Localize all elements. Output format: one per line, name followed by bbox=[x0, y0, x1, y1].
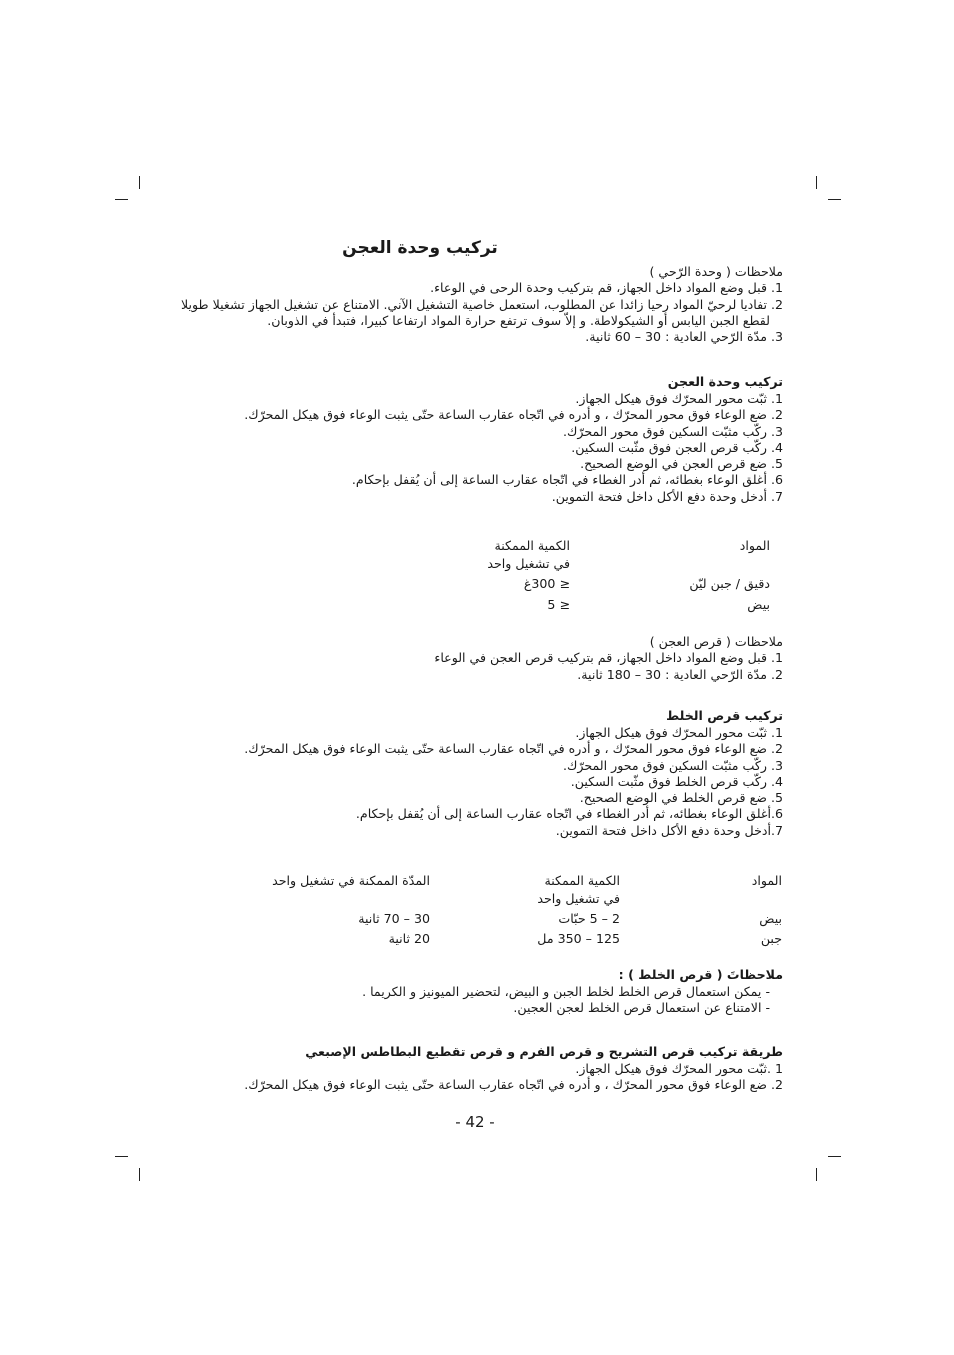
crop-mark-bottom-left-horizontal bbox=[115, 1156, 128, 1157]
section-mixing-disc-assembly bbox=[163, 707, 783, 839]
table-cell-material: بيض bbox=[759, 911, 782, 926]
list-item: 5. ضع قرص العجن في الوضع الصحيح. bbox=[580, 456, 783, 472]
section-slicing-disc-assembly bbox=[163, 1043, 783, 1094]
crop-mark-bottom-right-horizontal bbox=[828, 1156, 841, 1157]
table-header-quantity-sub: في تشغيل واحد bbox=[487, 556, 570, 571]
table-header-material: المواد bbox=[751, 873, 782, 888]
list-item-continuation: لقطع الجبن اليابس أو الشيكولاطة. و إلاّ سوف ترتفع حرارة المواد ارتفاعا كبيرا، فتبدأ في الذوبان. bbox=[267, 312, 770, 328]
kneading-quantity-table bbox=[440, 537, 780, 617]
crop-mark-bottom-right-vertical bbox=[816, 1168, 817, 1181]
section-heading: تركيب وحدة العجن bbox=[667, 374, 783, 389]
list-item: 2. ضع الوعاء فوق محور المحرّك ، و أدره في اتّجاه عقارب الساعة حتّى يثبت الوعاء فوق هيكل المحرّك. bbox=[244, 741, 783, 757]
table-cell-quantity: ≤ 5 bbox=[547, 597, 570, 612]
table-cell-duration: 30 – 70 ثانية bbox=[358, 911, 430, 926]
table-cell-duration: 20 ثانية bbox=[388, 931, 430, 946]
crop-mark-top-right-vertical bbox=[816, 176, 817, 189]
list-item: 7. أدخل وحدة دفع الأكل داخل فتحة التموين. bbox=[551, 488, 783, 504]
list-item: 4. ركّب قرص الخلط فوق مثّبت السكين. bbox=[570, 773, 783, 789]
list-item: 1. ثبّت محور المحرّك فوق هيكل الجهاز. bbox=[575, 391, 783, 406]
crop-mark-top-left-vertical bbox=[139, 176, 140, 189]
table-header-duration: المدّة الممكنة في تشغيل واحد bbox=[272, 873, 430, 888]
list-item: 5. ضع قرص الخلط في الوضع الصحيح. bbox=[579, 790, 783, 806]
table-header-quantity-sub: في تشغيل واحد bbox=[537, 891, 620, 906]
section-kneading-disc-notes bbox=[163, 634, 783, 683]
section-grinding-notes bbox=[163, 264, 783, 345]
mixing-quantity-table bbox=[270, 872, 790, 952]
table-header-material: المواد bbox=[739, 538, 770, 553]
list-item: - الامتناع عن استعمال قرص الخلط لعجن العجين. bbox=[513, 1000, 770, 1016]
list-item: 2. ضع الوعاء فوق محور المحرّك ، و أدره في اتّجاه عقارب الساعة حتّى يثبت الوعاء فوق هيكل المحرّك. bbox=[244, 1077, 783, 1093]
crop-mark-top-left-horizontal bbox=[115, 199, 128, 200]
table-cell-quantity: 2 – 5 حبّات bbox=[558, 911, 620, 926]
table-cell-material: دقيق / جبن ليّن bbox=[689, 576, 770, 591]
section-heading: طريقة تركيب قرص التشريح و قرص الفرم و قرص تقطيع البطاطس الإصبعي bbox=[305, 1044, 783, 1059]
crop-mark-top-right-horizontal bbox=[828, 199, 841, 200]
page-number: - 42 - bbox=[455, 1113, 495, 1131]
section-heading: ملاحظاتَ ( قرص الخلط ) : bbox=[618, 967, 783, 982]
list-item: 1. ثبّت محور المحرّك فوق هيكل الجهاز. bbox=[575, 725, 783, 740]
list-item: 6.أغلق الوعاء بغطائه، ثم أدر الغطاء في اتّجاه عقارب الساعة إلى أن يُقفل بإحكام. bbox=[355, 806, 783, 822]
list-item: 3. مدّة الرّحي العادية : 30 – 60 ثانية. bbox=[585, 329, 783, 345]
section-kneading-assembly bbox=[163, 373, 783, 505]
table-header-quantity: الكمية الممكنة bbox=[494, 538, 570, 553]
list-item: 1. قبل وضع المواد داخل الجهاز، قم بتركيب قرص العجن في الوعاء bbox=[434, 650, 783, 666]
list-item: 6. أغلق الوعاء بغطائه، ثم أدر الغطاء في اتّجاه عقارب الساعة إلى أن يُقفل بإحكام. bbox=[351, 472, 783, 488]
list-item: 3. ركّب مثبّت السكين فوق محور المحرّك. bbox=[563, 757, 783, 773]
table-header-quantity: الكمية الممكنة bbox=[544, 873, 620, 888]
list-item: 1 .ثبّت محور المحرّك فوق هيكل الجهاز. bbox=[575, 1061, 783, 1076]
list-item: 2. تفاديا لرحيّ المواد رحيا زائدا عن المطلوب، استعمل خاصية التشغيل الآني. الامتناع عن تشغيل الجهاز تشغيلا طويلا bbox=[181, 296, 783, 312]
section-mixing-disc-notes bbox=[163, 966, 783, 1017]
section-heading: تركيب قرص الخلط bbox=[666, 708, 783, 723]
table-cell-material: جبن bbox=[760, 931, 782, 946]
table-cell-quantity: 125 – 350 مل bbox=[537, 931, 620, 946]
list-item: 4. ركّب قرص العجن فوق مثّبت السكين. bbox=[571, 439, 783, 455]
table-cell-material: بيض bbox=[747, 597, 770, 612]
table-cell-quantity: ≤ 300غ bbox=[523, 576, 570, 591]
list-item: 1. قبل وضع المواد داخل الجهاز، قم بتركيب وحدة الرحى في الوعاء. bbox=[430, 280, 783, 296]
section-heading: ملاحظات ( وحدة الرّحي ) bbox=[649, 264, 783, 279]
list-item: - يمكن استعمال قرص الخلط لخلط الجبن و البيض، لتحضير الميونيز و الكريما . bbox=[362, 984, 770, 999]
crop-mark-bottom-left-vertical bbox=[139, 1168, 140, 1181]
page-title: تركيب وحدة العجن bbox=[342, 238, 498, 258]
section-heading: ملاحظات ( قرص العجن ) bbox=[649, 634, 783, 649]
list-item: 3. ركّب مثبّت السكين فوق محور المحرّك. bbox=[563, 423, 783, 439]
list-item: 2. مدّة الرّحي العادية : 30 – 180 ثانية. bbox=[577, 666, 783, 682]
list-item: 7.أدخل وحدة دفع الأكل داخل فتحة التموين. bbox=[555, 822, 783, 838]
list-item: 2. ضع الوعاء فوق محور المحرّك ، و أدره في اتّجاه عقارب الساعة حتّى يثبت الوعاء فوق هيكل المحرّك. bbox=[244, 407, 783, 423]
